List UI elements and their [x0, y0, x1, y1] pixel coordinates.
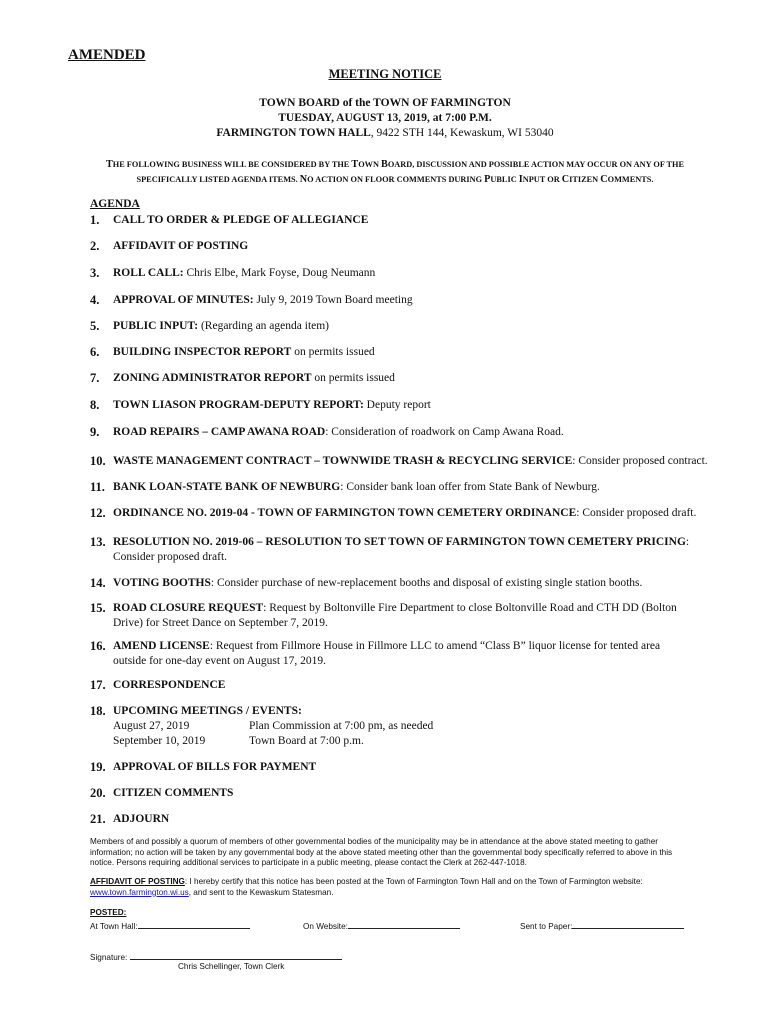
affidavit-label: AFFIDAVIT OF POSTING — [90, 877, 185, 886]
meeting-date: September 10, 2019 — [113, 735, 206, 747]
intro-line-1: THE FOLLOWING BUSINESS WILL BE CONSIDERED BY THE TOWN BOARD, DISCUSSION AND POSSIBLE ACTION MAY OCCUR ON ANY OF THE — [105, 159, 685, 170]
quorum-notice: Members of and possibly a quorum of members of other governmental bodies of the municipality may be in attendance at the above stated meeting to gather information; no action will be taken by any governmental body at the above stated meeting other than the governmental body specifically referred to above in this notice. Persons requiring additional services to participate in a public meeting, please contact the Clerk at 262-447-1018. — [90, 837, 673, 867]
posted-town-hall: At Town Hall: — [90, 920, 250, 931]
header-board: TOWN BOARD of the TOWN OF FARMINGTON — [259, 97, 511, 109]
intro-line-2: SPECIFICALLY LISTED AGENDA ITEMS. NO ACTION ON FLOOR COMMENTS DURING PUBLIC INPUT OR CITIZEN COMMENTS. — [136, 174, 654, 185]
meeting-event: Town Board at 7:00 p.m. — [249, 735, 364, 747]
header-date: TUESDAY, AUGUST 13, 2019, at 7:00 P.M. — [278, 112, 492, 124]
location-name: FARMINGTON TOWN HALL — [216, 127, 371, 139]
posted-paper: Sent to Paper: — [520, 920, 684, 931]
header-location — [0, 127, 770, 139]
affidavit-of-posting: AFFIDAVIT OF POSTING: I hereby certify that this notice has been posted at the Town of Farmington Town Hall and on the Town of Farmington website: www.town.farmington.wi.us, and sent to the Kewaskum Statesman. — [90, 877, 643, 897]
clerk-name: Chris Schellinger, Town Clerk — [178, 962, 285, 971]
notice-title: MEETING NOTICE — [328, 67, 442, 81]
posted-label: POSTED: — [90, 908, 127, 917]
town-website-link[interactable]: www.town.farmington.wi.us — [90, 887, 189, 897]
meeting-event: Plan Commission at 7:00 pm, as needed — [249, 720, 434, 732]
amended-label: AMENDED — [68, 47, 146, 63]
meeting-notice-page: AMENDED MEETING NOTICE TOWN BOARD of the TOWN OF FARMINGTON TUESDAY, AUGUST 13, 2019, at 7:00 P.M. FARMINGTON TOWN HALL, 9422 STH 144, Kewaskum, WI 53040 THE FOLLOWING BUSINESS WILL BE CONSIDERED BY THE TOWN BOARD, DISCUSSION AND POSSIBLE ACTION MAY OCCUR ON ANY OF THE SPECIFICALLY LISTED AGENDA ITEMS. NO ACTION ON FLOOR COMMENTS DURING PUBLIC INPUT OR CITIZEN COMMENTS. AGENDA 1. CALL TO ORDER & PLEDGE OF ALLEGIANCE 2. AFFIDAVIT OF POSTING 3. ROLL CALL: Chris Elbe, Mark Foyse, Doug Neumann 4. APPROVAL OF MINUTES: July 9, 2019 Town Board meeting 5. PUBLIC INPUT: (Regarding an agenda item) 6. BUILDING INSPECTOR REPORT on permits issued 7. ZONING ADMINISTRATOR REPORT on permits issued 8. TOWN LIASON PROGRAM-DEPUTY REPORT: Deputy report 9. ROAD REPAIRS – CAMP AWANA ROAD: Consideration of roadwork on Camp Awana Road. 10. WASTE MANAGEMENT CONTRACT – TOWNWIDE TRASH & RECYCLING SERVICE: Consider proposed contract. 11. BANK LOAN-STATE BANK OF NEWBURG: Consider bank loan offer from State Bank of Newburg. 12. ORDINANCE NO. 2019-04 - TOWN OF FARMINGTON TOWN CEMETERY ORDINANCE: Consider proposed draft. 13. RESOLUTION NO. 2019-06 – RESOLUTION TO SET TOWN OF FARMINGTON TOWN CEMETERY PRICING: Consider proposed draft. 14. VOTING BOOTHS: Consider purchase of new-replacement booths and disposal of existing single station booths. 15. ROAD CLOSURE REQUEST: Request by Boltonville Fire Department to close Boltonville Road and CTH DD (Bolton Drive) for Street Dance on September 7, 2019. 16. AMEND LICENSE: Request from Fillmore House in Fillmore LLC to amend “Class B” liquor license for tented area outside for one-day event on August 17, 2019. 17. CORRESPONDENCE 18. UPCOMING MEETINGS / EVENTS: August 27, 2019 Plan Commission at 7:00 pm, as needed September 10, 2019 Town Board at 7:00 p.m. 19. APPROVAL OF BILLS FOR PAYMENT 20. CITIZEN COMMENTS 21. ADJOURN Members of and possibly a quorum of members of other governmental bodies of the municipality may be in attendance at the above stated meeting to gather information; no action will be taken by any governmental body at the above stated meeting other than the governmental body specifically referred to above in this notice. Persons requiring additional services to participate in a public meeting, please contact the Clerk at 262-447-1018. AFFIDAVIT OF POSTING: I hereby certify that this notice has been posted at the Town of Farmington Town Hall and on the Town of Farmington website: www.town.farmington.wi.us, and sent to the Kewaskum Statesman. POSTED: At Town Hall: On Website: Sent to Paper: Signature: Chris Schellinger, Town Clerk — [0, 0, 770, 1024]
agenda-title: AGENDA — [90, 198, 140, 210]
meeting-date: August 27, 2019 — [113, 720, 190, 732]
intro-statement — [90, 157, 700, 187]
signature-line: Signature: — [90, 951, 342, 962]
posted-website: On Website: — [303, 920, 460, 931]
location-address: , 9422 STH 144, Kewaskum, WI 53040 — [370, 127, 554, 139]
